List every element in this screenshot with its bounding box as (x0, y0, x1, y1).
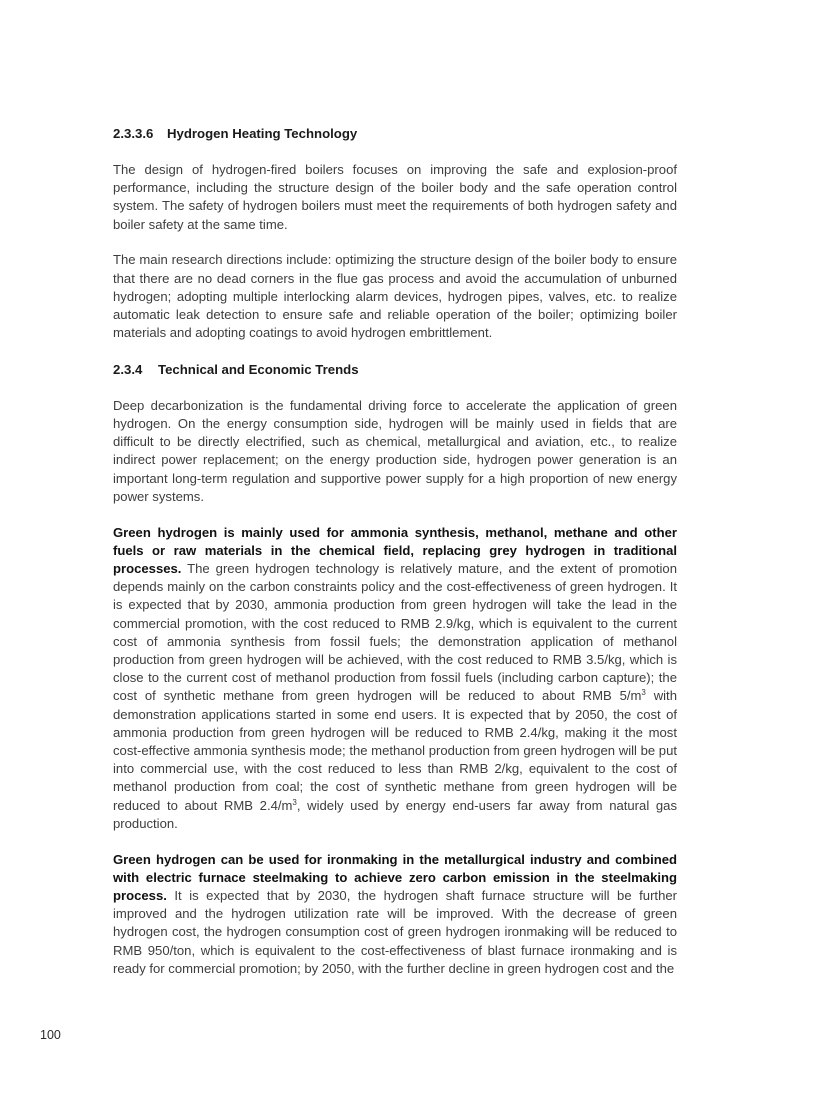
section-heading-2336 (113, 124, 677, 144)
body-text: with demonstration applications started in some end users. It is expected that by 2050, the cost of ammonia production from green hydrogen will be reduced to RMB 2.4/kg, making it the most cost-effective ammonia synthesis mode; the methanol production from green hydrogen will be put into commercial use, with the cost reduced to less than RMB 2/kg, equivalent to the cost of methanol production from coal; the cost of synthetic methane from green hydrogen will be reduced to about RMB 2.4/m (113, 688, 677, 813)
section-heading-234 (113, 360, 677, 380)
lead-sentence: Green hydrogen is mainly used for ammonia synthesis, methanol, methane and other fuels or raw materials in the chemical field, replacing grey hydrogen in traditional processes. (113, 524, 677, 576)
body-text: , widely used by energy end-users far away from natural gas production. (113, 797, 677, 831)
section-title: Hydrogen Heating Technology (167, 126, 358, 141)
paragraph-research-directions: The main research directions include: optimizing the structure design of the boiler body to ensure that there are no dead corners in the flue gas process and avoid the accumulation of unburned hydrogen; adopting multiple interlocking alarm devices, hydrogen pipes, valves, etc. to realize automatic leak detection to ensure safe and reliable operation of the boiler; optimizing boiler materials and adopting coatings to avoid hydrogen embrittlement. (113, 252, 677, 341)
superscript: 3 (641, 688, 646, 698)
paragraph-boiler-design: The design of hydrogen-fired boilers focuses on improving the safe and explosion-proof performance, including the structure design of the boiler body and the safe operation control system. The safety of hydrogen boilers must meet the requirements of both hydrogen safety and boiler safety at the same time. (113, 162, 677, 232)
paragraph-deep-decarbonization: Deep decarbonization is the fundamental driving force to accelerate the application of green hydrogen. On the energy consumption side, hydrogen will be mainly used in fields that are difficult to be directly electrified, such as chemical, metallurgical and aviation, etc., to realize indirect power replacement; on the energy production side, hydrogen power generation is an important long-term regulation and supportive power supply for a high proportion of new energy power systems. (113, 397, 677, 504)
page-content (113, 124, 677, 978)
section-number: 2.3.4 (113, 361, 143, 377)
section-title: Technical and Economic Trends (158, 361, 359, 377)
body-text: The green hydrogen technology is relatively mature, and the extent of promotion depends mainly on the carbon constraints policy and the cost-effectiveness of green hydrogen. It is expected that by 2030, ammonia production from green hydrogen will take the lead in the commercial promotion, with the cost reduced to RMB 2.9/kg, which is equivalent to the current cost of ammonia synthesis from fossil fuels; the demonstration application of methanol production from green hydrogen will be achieved, with the cost reduced to RMB 3.5/kg, which is close to the current cost of methanol production from fossil fuels (including carbon capture); the cost of synthetic methane from green hydrogen will be reduced to about RMB 5/m (113, 560, 677, 704)
paragraph-metallurgical (113, 851, 677, 978)
superscript: 3 (292, 797, 297, 807)
lead-sentence: Green hydrogen can be used for ironmaking in the metallurgical industry and combined with electric furnace steelmaking to achieve zero carbon emission in the steelmaking process. (113, 851, 677, 903)
paragraph-chemical-field (113, 524, 677, 833)
body-text: It is expected that by 2030, the hydrogen shaft furnace structure will be further improved and the hydrogen utilization rate will be improved. With the decrease of green hydrogen cost, the hydrogen consumption cost of green hydrogen ironmaking will be reduced to RMB 950/ton, which is equivalent to the cost-effectiveness of blast furnace ironmaking and is ready for commercial promotion; by 2050, with the further decline in green hydrogen cost and the (113, 887, 677, 976)
section-number: 2.3.3.6 (113, 126, 154, 141)
page-number: 100 (40, 1028, 61, 1042)
